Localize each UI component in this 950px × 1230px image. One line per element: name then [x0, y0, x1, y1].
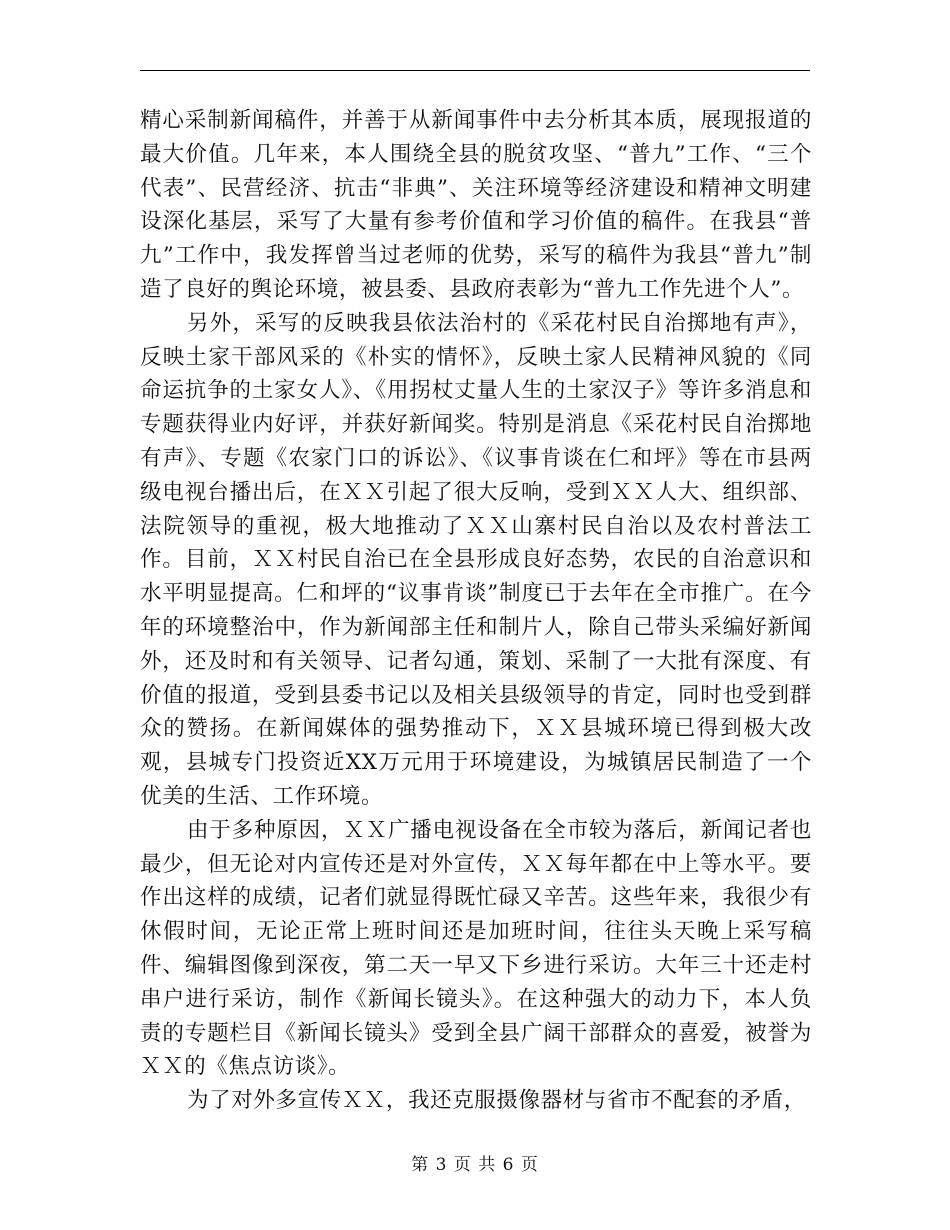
header-rule [140, 70, 810, 71]
body-text [140, 104, 812, 1118]
paragraph-3: 由于多种原因，ＸＸ广播电视设备在全市较为落后，新闻记者也最少，但无论对内宣传还是对外宣传，ＸＸ每年都在中上等水平。要作出这样的成绩，记者们就显得既忙碌又辛苦。这些年来，我很少有休假时间，无论正常上班时间还是加班时间，往往头天晚上采写稿件、编辑图像到深夜，第二天一早又下乡进行采访。大年三十还走村串户进行采访，制作《新闻长镜头》。在这种强大的动力下，本人负责的专题栏目《新闻长镜头》受到全县广阔干部群众的喜爱，被誉为ＸＸ的《焦点访谈》。 [140, 817, 812, 1080]
paragraph-2: 另外，采写的反映我县依法治村的《采花村民自治掷地有声》，反映土家干部风采的《朴实的情怀》，反映土家人民精神风貌的《同命运抗争的土家女人》、《用拐杖丈量人生的土家汉子》等许多消息和专题获得业内好评，并获好新闻奖。特别是消息《采花村民自治掷地有声》、专题《农家门口的诉讼》、《议事肯谈在仁和坪》等在市县两级电视台播出后，在ＸＸ引起了很大反响，受到ＸＸ人大、组织部、法院领导的重视，极大地推动了ＸＸ山寨村民自治以及农村普法工作。目前，ＸＸ村民自治已在全县形成良好态势，农民的自治意识和水平明显提高。仁和坪的“议事肯谈”制度已于去年在全市推广。在今年的环境整治中，作为新闻部主任和制片人，除自己带头采编好新闻外，还及时和有关领导、记者勾通，策划、采制了一大批有深度、有价值的报道，受到县委书记以及相关县级领导的肯定，同时也受到群众的赞扬。在新闻媒体的强势推动下，ＸＸ县城环境已得到极大改观，县城专门投资近XX万元用于环境建设，为城镇居民制造了一个优美的生活、工作环境。 [140, 310, 812, 809]
page-number-footer: 第 3 页 共 6 页 [411, 1155, 539, 1175]
paragraph-1: 精心采制新闻稿件，并善于从新闻事件中去分析其本质，展现报道的最大价值。几年来，本人围绕全县的脱贫攻坚、“普九”工作、“三个代表”、民营经济、抗击“非典”、关注环境等经济建设和精神文明建设深化基层，采写了大量有参考价值和学习价值的稿件。在我县“普九”工作中，我发挥曾当过老师的优势，采写的稿件为我县“普九”制造了良好的舆论环境，被县委、县政府表彰为“普九工作先进个人”。 [140, 108, 812, 302]
paragraph-4: 为了对外多宣传ＸＸ，我还克服摄像器材与省市不配套的矛盾， [187, 1088, 806, 1114]
